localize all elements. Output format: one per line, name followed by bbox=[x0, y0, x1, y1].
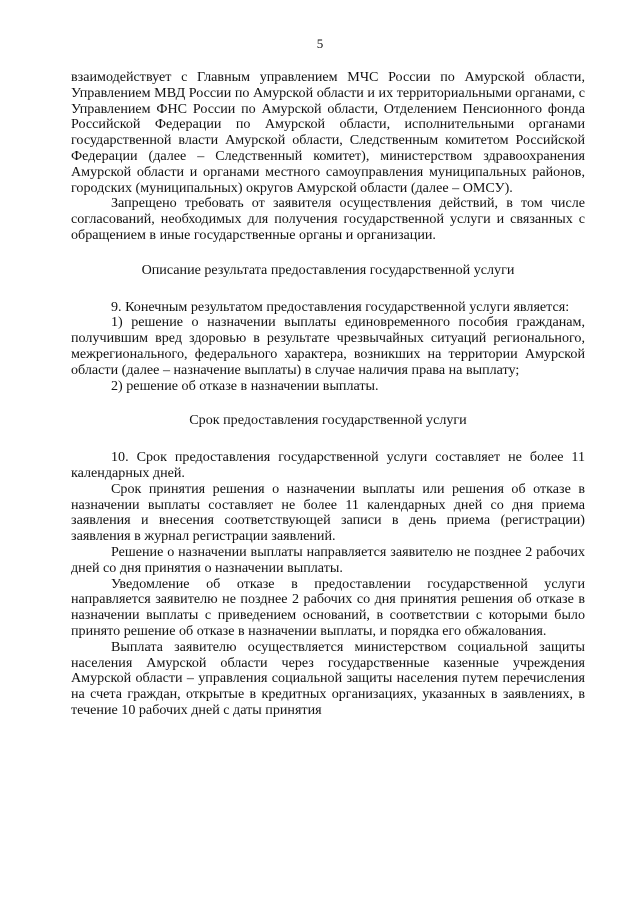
paragraph-decision-term: Срок принятия решения о назначении выплаты или решения об отказе в назначении выплаты составляет не более 11 календарных дней со дня приема заявления и внесения соответствующей записи в день приема (регистрации) заявления в журнал регистрации заявлений. bbox=[71, 480, 585, 545]
list-item-decision-grant: 1) решение о назначении выплаты единовременного пособия гражданам, получившим вред здоровью в результате чрезвычайных ситуаций регионального, межрегионального, федерального характера, возникших на территории Амурской области (далее – назначение выплаты) в случае наличия права на выплату; bbox=[71, 314, 585, 378]
paragraph-service-term: 10. Срок предоставления государственной услуги составляет не более 11 календарных дней. bbox=[71, 449, 585, 481]
page-number: 5 bbox=[316, 36, 324, 51]
paragraph-decision-delivery: Решение о назначении выплаты направляется заявителю не позднее 2 рабочих дней со дня принятия о назначении выплаты. bbox=[71, 543, 585, 576]
paragraph-payment: Выплата заявителю осуществляется министерством социальной защиты населения Амурской области через государственные казенные учреждения Амурской области – управления социальной защиты населения путем перечисления на счета граждан, открытые в кредитных организациях, указанных в заявлениях, в течение 10 рабочих дней с даты принятия bbox=[71, 638, 585, 718]
section-heading-result: Описание результата предоставления государственной услуги bbox=[141, 261, 515, 278]
paragraph-final-result: 9. Конечным результатом предоставления государственной услуги является: bbox=[111, 298, 570, 315]
document-body bbox=[71, 70, 585, 719]
paragraph-interaction: взаимодействует с Главным управлением МЧС России по Амурской области, Управлением МВД России по Амурской области и их территориальными органами, с Управлением ФНС России по Амурской области, Отделением Пенсионного фонда Российской Федерации по Амурской области, исполнительными органами государственной власти Амурской области, Следственным комитетом Российской Федерации (далее – Следственный комитет), министерством здравоохранения Амурской области и органами местного самоуправления муниципальных районов, городских (муниципальных) округов Амурской области (далее – ОМСУ). bbox=[71, 69, 585, 196]
paragraph-refusal-notice: Уведомление об отказе в предоставлении государственной услуги направляется заявителю не позднее 2 рабочих со дня принятия решения об отказе в назначении выплаты с приведением оснований, в соответствии с которыми было принято решение об отказе в назначении выплаты, и порядка его обжалования. bbox=[71, 575, 585, 639]
section-heading-term: Срок предоставления государственной услуги bbox=[189, 412, 467, 429]
list-item-decision-refusal: 2) решение об отказе в назначении выплаты. bbox=[111, 377, 379, 394]
paragraph-prohibition: Запрещено требовать от заявителя осуществления действий, в том числе согласований, необходимых для получения государственной услуги и связанных с обращением в иные государственные органы и организации. bbox=[71, 195, 585, 243]
